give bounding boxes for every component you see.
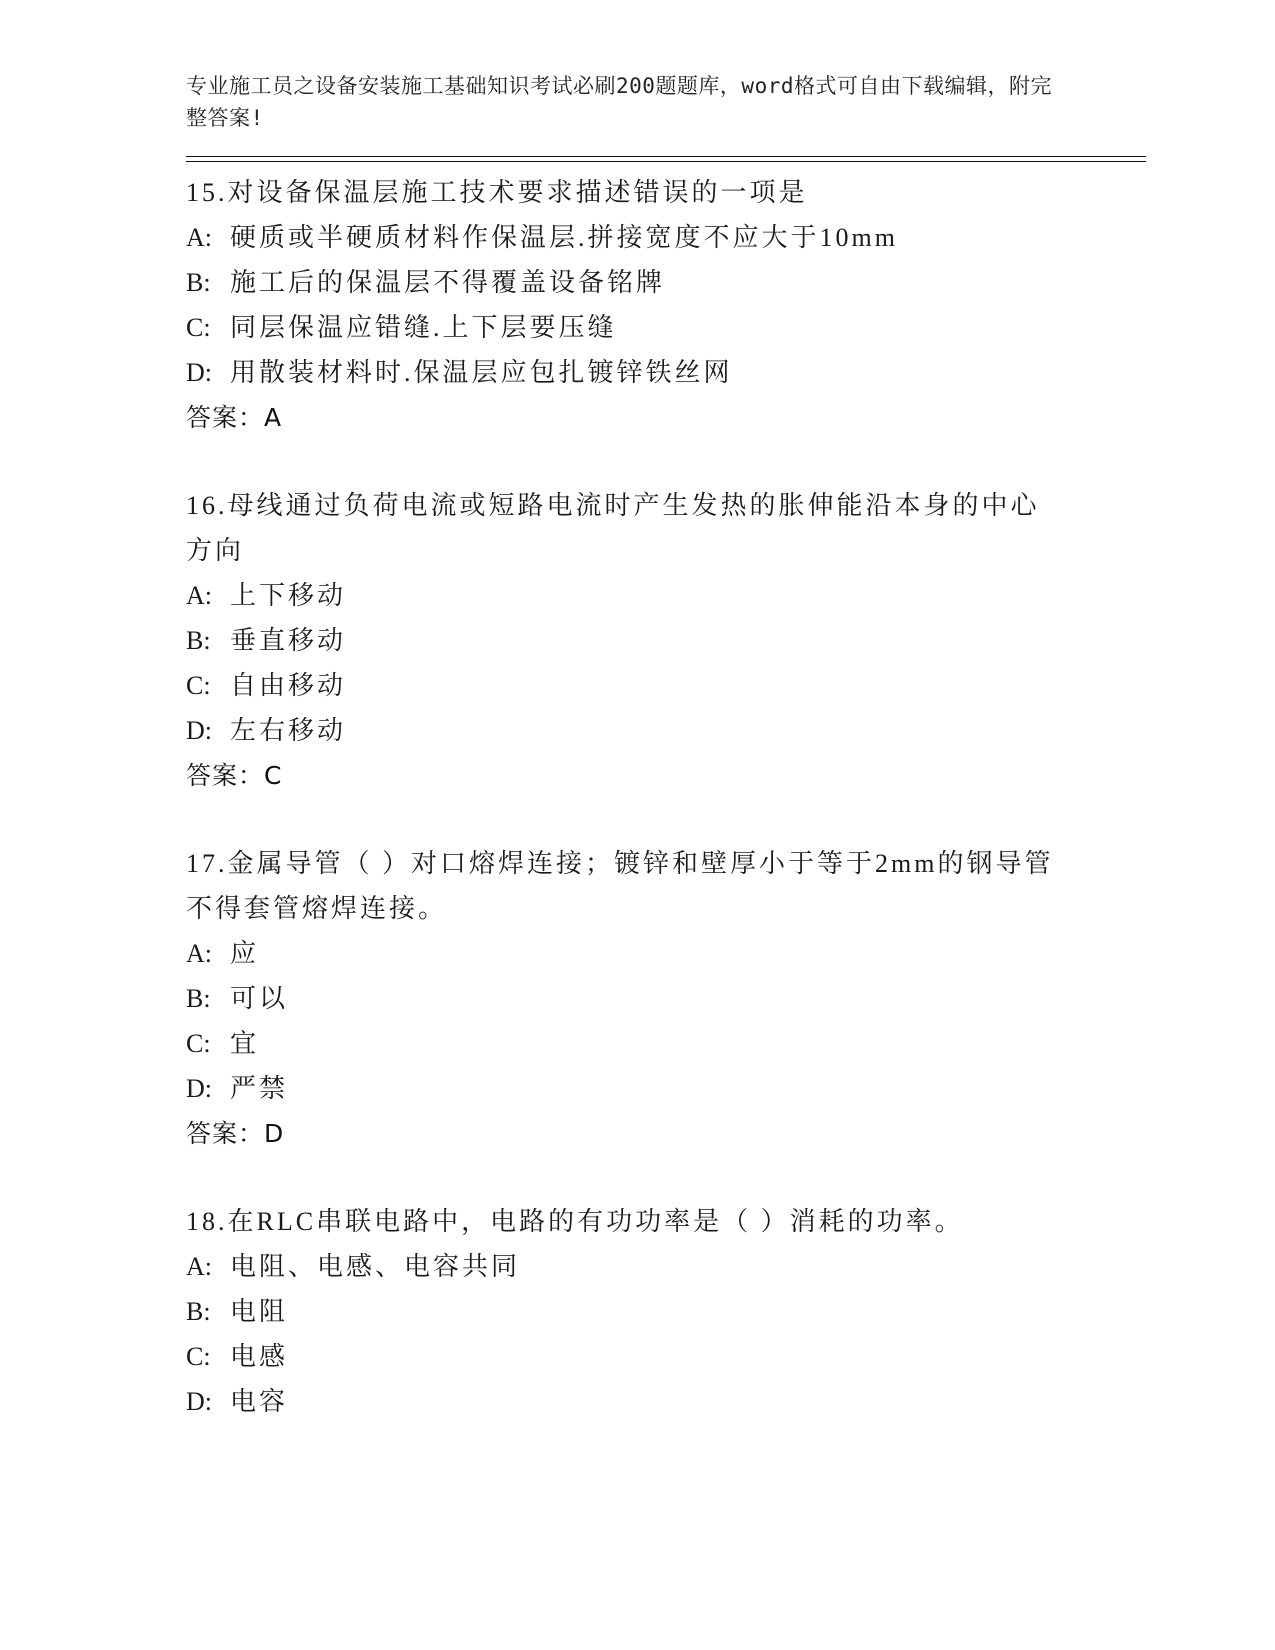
option-c <box>186 1021 1146 1066</box>
option-text: 电阻 <box>230 1297 289 1326</box>
option-a <box>186 931 1146 976</box>
option-key: C: <box>186 671 211 700</box>
option-b <box>186 260 1146 305</box>
option-key: D: <box>186 716 212 745</box>
option-key: A: <box>186 581 212 610</box>
option-text: 自由移动 <box>230 671 347 700</box>
option-key: D: <box>186 1074 212 1103</box>
option-key: C: <box>186 1029 211 1058</box>
question-16 <box>186 483 1146 798</box>
option-text: 可以 <box>230 984 289 1013</box>
option-text: 电阻、电感、电容共同 <box>230 1252 521 1281</box>
answer-label: 答案：A <box>186 403 283 432</box>
option-key: C: <box>186 1342 211 1371</box>
option-text: 施工后的保温层不得覆盖设备铭牌 <box>230 268 666 297</box>
header-divider <box>186 156 1146 162</box>
option-key: A: <box>186 939 212 968</box>
question-list <box>186 170 1146 1424</box>
option-b <box>186 976 1146 1021</box>
option-key: B: <box>186 984 211 1013</box>
option-key: D: <box>186 358 212 387</box>
option-d <box>186 350 1146 395</box>
option-key: B: <box>186 268 211 297</box>
question-stem: 15.对设备保温层施工技术要求描述错误的一项是 <box>186 178 808 207</box>
option-key: A: <box>186 223 212 252</box>
option-key: C: <box>186 313 211 342</box>
option-text: 宜 <box>230 1029 260 1058</box>
option-d <box>186 1066 1146 1111</box>
option-key: B: <box>186 626 211 655</box>
option-c <box>186 1334 1146 1379</box>
option-text: 严禁 <box>230 1074 289 1103</box>
option-text: 应 <box>230 939 260 968</box>
answer-label: 答案：D <box>186 1119 285 1148</box>
option-a <box>186 215 1146 260</box>
option-b <box>186 618 1146 663</box>
option-a <box>186 1244 1146 1289</box>
document-page <box>186 70 1146 1424</box>
option-text: 用散装材料时.保温层应包扎镀锌铁丝网 <box>230 358 733 387</box>
option-text: 同层保温应错缝.上下层要压缝 <box>230 313 617 342</box>
question-gap <box>186 1156 1146 1199</box>
option-key: A: <box>186 1252 212 1281</box>
question-stem: 18.在RLC串联电路中，电路的有功功率是（ ）消耗的功率。 <box>186 1207 964 1236</box>
option-c <box>186 663 1146 708</box>
option-text: 硬质或半硬质材料作保温层.拼接宽度不应大于10mm <box>230 223 898 252</box>
question-gap <box>186 440 1146 483</box>
question-17 <box>186 841 1146 1156</box>
option-text: 电感 <box>230 1342 289 1371</box>
document-header: 专业施工员之设备安装施工基础知识考试必刷200题题库，word格式可自由下载编辑，附完整答案! <box>186 74 1052 130</box>
option-key: B: <box>186 1297 211 1326</box>
option-b <box>186 1289 1146 1334</box>
option-text: 垂直移动 <box>230 626 347 655</box>
question-15 <box>186 170 1146 440</box>
option-d <box>186 708 1146 753</box>
question-stem: 16.母线通过负荷电流或短路电流时产生发热的胀伸能沿本身的中心方向 <box>186 491 1040 565</box>
option-key: D: <box>186 1387 212 1416</box>
question-gap <box>186 798 1146 841</box>
option-text: 左右移动 <box>230 716 347 745</box>
option-text: 电容 <box>230 1387 289 1416</box>
option-text: 上下移动 <box>230 581 347 610</box>
option-a <box>186 573 1146 618</box>
answer-label: 答案：C <box>186 761 283 790</box>
question-18 <box>186 1199 1146 1424</box>
option-d <box>186 1379 1146 1424</box>
question-stem: 17.金属导管（ ）对口熔焊连接；镀锌和壁厚小于等于2mm的钢导管不得套管熔焊连接。 <box>186 849 1054 923</box>
option-c <box>186 305 1146 350</box>
